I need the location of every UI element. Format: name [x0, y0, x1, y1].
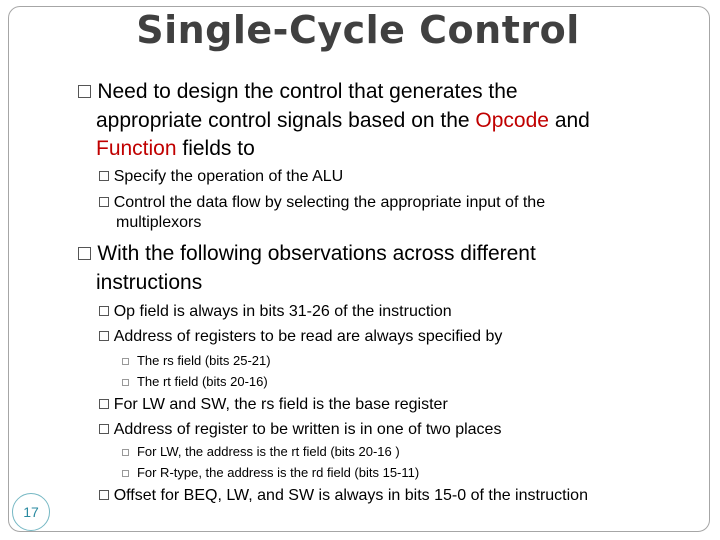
sub-bullet-text: For LW and SW, the rs field is the base register	[113, 396, 448, 413]
sub-bullet-text: Offset for BEQ, LW, and SW is always in bits 15-0 of the instruction	[113, 487, 588, 504]
bullet-1-sub-1	[99, 168, 343, 186]
bullet-2-sub-4	[99, 421, 501, 439]
square-bullet-icon	[122, 358, 129, 365]
bullet-1-text-2: appropriate control signals based on the	[96, 109, 476, 132]
sub-sub-bullet-text: For LW, the address is the rt field (bits 20-16 )	[136, 444, 400, 459]
bullet-2-sub-5	[99, 487, 588, 505]
square-bullet-icon	[99, 331, 109, 341]
bullet-1	[78, 80, 518, 104]
bullet-1-sub-2-line-2	[116, 214, 201, 232]
bullet-2-sub-2-item-1	[122, 353, 271, 368]
square-bullet-icon	[99, 171, 109, 181]
bullet-2-sub-4-item-2	[122, 465, 419, 480]
bullet-2-line-2	[96, 271, 202, 295]
sub-sub-bullet-text: For R-type, the address is the rd field (bits 15-11)	[136, 465, 420, 480]
square-bullet-icon	[99, 490, 109, 500]
sub-bullet-text: multiplexors	[116, 214, 202, 231]
square-bullet-icon	[99, 399, 109, 409]
square-bullet-icon	[78, 85, 91, 98]
square-bullet-icon	[122, 379, 129, 386]
square-bullet-icon	[99, 424, 109, 434]
bullet-2-sub-2	[99, 328, 502, 346]
square-bullet-icon	[122, 449, 129, 456]
bullet-1-text-3: fields to	[176, 137, 255, 160]
bullet-2-sub-2-item-2	[122, 374, 268, 389]
bullet-1-text: Need to design the control that generates the	[97, 80, 518, 103]
bullet-1-sub-2	[99, 194, 545, 212]
sub-bullet-text: Control the data flow by selecting the appropriate input of the	[113, 194, 546, 211]
square-bullet-icon	[78, 247, 91, 260]
bullet-2-sub-1	[99, 303, 452, 321]
bullet-1-line-3	[96, 137, 255, 161]
bullet-1-line-2	[96, 109, 590, 133]
bullet-2	[78, 242, 536, 266]
sub-bullet-text: Address of registers to be read are always specified by	[113, 328, 503, 345]
page-number-badge: 17	[12, 493, 50, 531]
slide-title: Single-Cycle Control	[136, 8, 580, 52]
bullet-2-text-2: instructions	[96, 271, 203, 294]
square-bullet-icon	[99, 197, 109, 207]
function-highlight: Function	[96, 137, 177, 160]
sub-bullet-text: Address of register to be written is in one of two places	[113, 421, 502, 438]
opcode-highlight: Opcode	[475, 109, 549, 132]
square-bullet-icon	[122, 470, 129, 477]
sub-sub-bullet-text: The rs field (bits 25-21)	[136, 353, 271, 368]
bullet-1-text-and: and	[548, 109, 590, 132]
bullet-2-sub-3	[99, 396, 448, 414]
sub-bullet-text: Op field is always in bits 31-26 of the instruction	[113, 303, 452, 320]
sub-bullet-text: Specify the operation of the ALU	[113, 168, 344, 185]
sub-sub-bullet-text: The rt field (bits 20-16)	[136, 374, 268, 389]
bullet-2-text: With the following observations across different	[97, 242, 536, 265]
bullet-2-sub-4-item-1	[122, 444, 400, 459]
square-bullet-icon	[99, 306, 109, 316]
